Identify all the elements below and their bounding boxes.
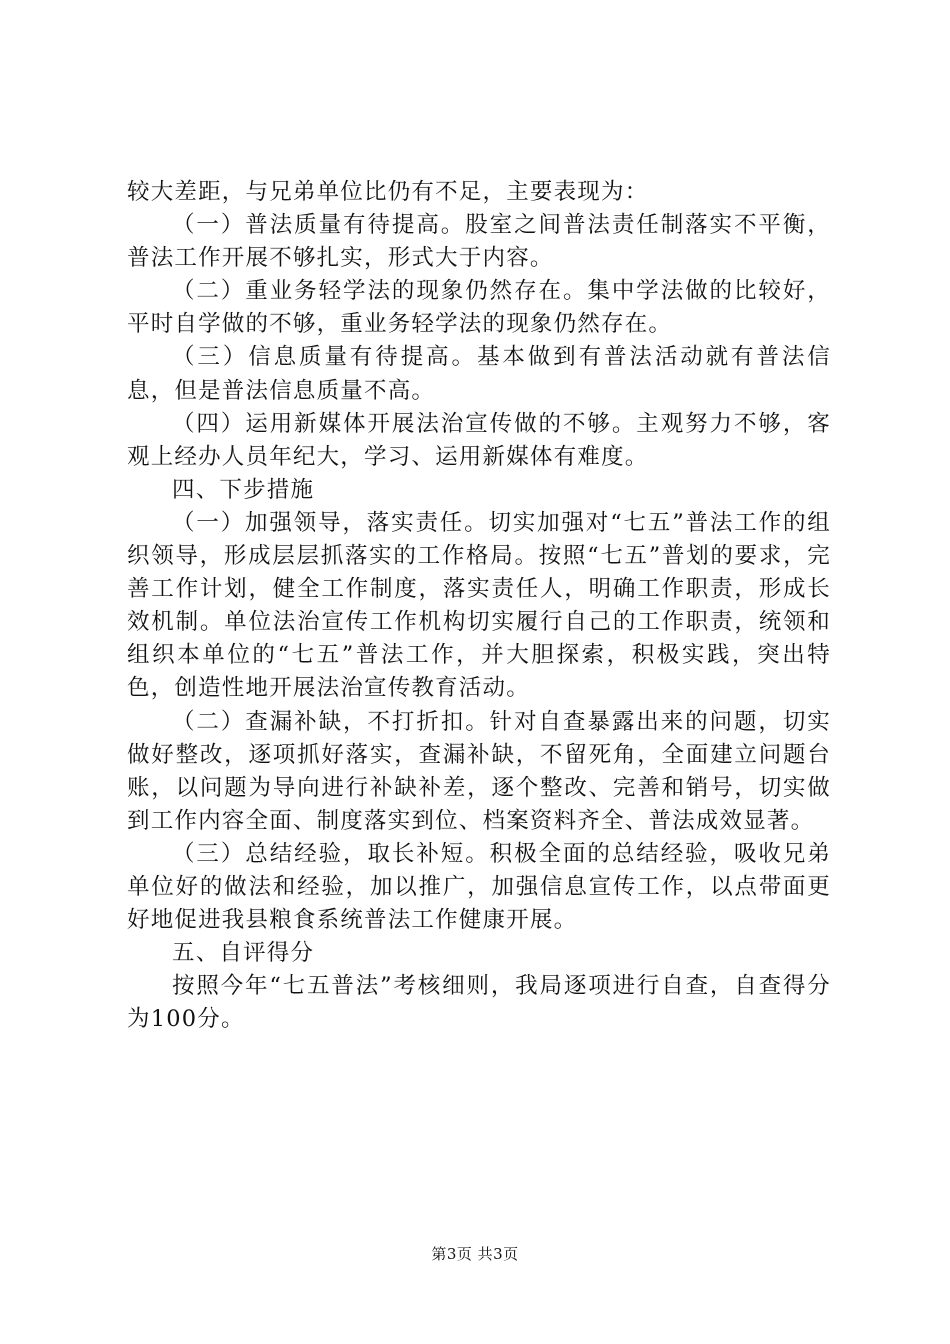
- paragraph-self-score: 按照今年“七五普法”考核细则，我局逐项进行自查，自查得分为100分。: [127, 973, 831, 1033]
- paragraph-issue-4: （四）运用新媒体开展法治宣传做的不够。主观努力不够，客观上经办人员年纪大，学习、运用新媒体有难度。: [127, 410, 831, 470]
- paragraph-issue-2: （二）重业务轻学法的现象仍然存在。集中学法做的比较好，平时自学做的不够，重业务轻学法的现象仍然存在。: [127, 278, 831, 338]
- paragraph-issue-1: （一）普法质量有待提高。股室之间普法责任制落实不平衡，普法工作开展不够扎实，形式大于内容。: [127, 212, 831, 272]
- paragraph-measure-3: （三）总结经验，取长补短。积极全面的总结经验，吸收兄弟单位好的做法和经验，加以推广，加强信息宣传工作，以点带面更好地促进我县粮食系统普法工作健康开展。: [127, 840, 831, 934]
- document-body: [127, 176, 831, 1036]
- paragraph-issue-3: （三）信息质量有待提高。基本做到有普法活动就有普法信息，但是普法信息质量不高。: [127, 344, 831, 404]
- section-heading-next-steps: 四、下步措施: [172, 476, 315, 503]
- page-number-footer: 第3页 共3页: [431, 1245, 519, 1263]
- paragraph-continuation: 较大差距，与兄弟单位比仍有不足，主要表现为：: [127, 179, 649, 205]
- paragraph-measure-1: （一）加强领导，落实责任。切实加强对“七五”普法工作的组织领导，形成层层抓落实的工作格局。按照“七五”普划的要求，完善工作计划，健全工作制度，落实责任人，明确工作职责，形成长效机制。单位法治宣传工作机构切实履行自己的工作职责，统领和组织本单位的“七五”普法工作，并大胆探索，积极实践，突出特色，创造性地开展法治宣传教育活动。: [127, 509, 831, 702]
- paragraph-measure-2: （二）查漏补缺，不打折扣。针对自查暴露出来的问题，切实做好整改，逐项抓好落实，查漏补缺，不留死角，全面建立问题台账，以问题为导向进行补缺补差，逐个整改、完善和销号，切实做到工作内容全面、制度落实到位、档案资料齐全、普法成效显著。: [127, 708, 831, 834]
- section-heading-self-score: 五、自评得分: [172, 940, 315, 967]
